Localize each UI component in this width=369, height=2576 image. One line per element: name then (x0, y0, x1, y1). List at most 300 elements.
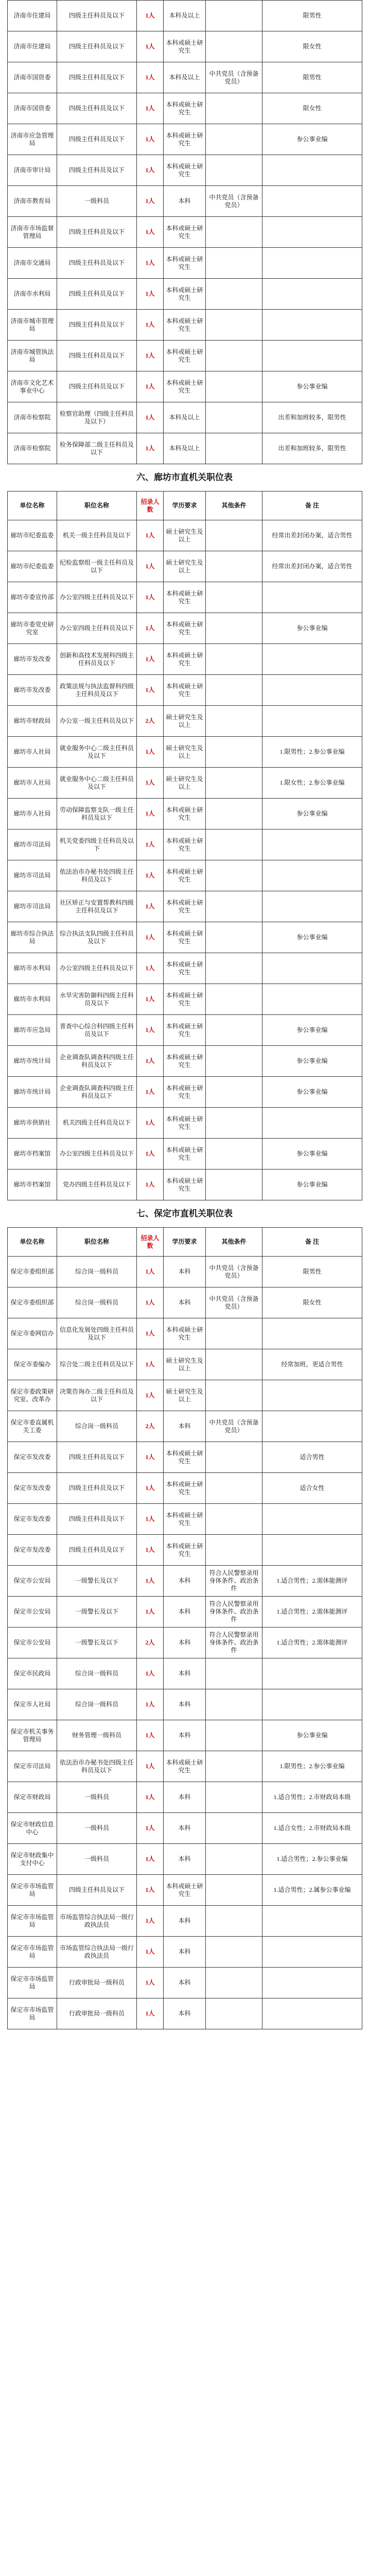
position-name: 办公室四级主任科员及以下 (57, 953, 137, 984)
hire-count: 1人 (137, 799, 164, 829)
unit-name: 保定市发改委 (8, 1535, 57, 1566)
remarks (262, 1318, 362, 1349)
unit-name: 廊坊市档案馆 (8, 1139, 57, 1170)
position-name: 机关四级主任科员及以下 (57, 1108, 137, 1139)
table-row (8, 582, 362, 613)
position-name: 四级主任科员及以下 (57, 310, 137, 341)
table-row (8, 860, 362, 891)
unit-name: 济南市水利局 (8, 279, 57, 310)
education: 本科或硕士研究生 (164, 1504, 206, 1535)
table-row (8, 1257, 362, 1287)
unit-name: 保定市发改委 (8, 1473, 57, 1504)
unit-name: 保定市市场监管局 (8, 1875, 57, 1906)
remarks: 1.适合男性；2.需体能测评 (262, 1628, 362, 1658)
position-name: 四级主任科员及以下 (57, 279, 137, 310)
other-conditions (206, 1968, 262, 1998)
remarks (262, 1504, 362, 1535)
header-remarks: 备 注 (262, 1228, 362, 1257)
table-row (8, 829, 362, 860)
hire-count: 1人 (137, 1566, 164, 1597)
table-row (8, 737, 362, 768)
other-conditions (206, 1139, 262, 1170)
education: 本科或硕士研究生 (164, 1046, 206, 1077)
other-conditions (206, 737, 262, 768)
section2-body (8, 520, 362, 1200)
table-row (8, 1658, 362, 1689)
table-row (8, 706, 362, 737)
education: 硕士研究生及以上 (164, 551, 206, 582)
header-position: 职位名称 (57, 1228, 137, 1257)
education: 本科或硕士研究生 (164, 922, 206, 953)
unit-name: 保定市司法局 (8, 1751, 57, 1782)
education: 本科 (164, 1998, 206, 2029)
position-name: 企业调查队调查科四级主任科员及以下 (57, 1077, 137, 1108)
other-conditions: 符合人民警察录用身体条件、政治条件 (206, 1597, 262, 1628)
education: 本科或硕士研究生 (164, 582, 206, 613)
unit-name: 保定市财政集中支付中心 (8, 1844, 57, 1875)
other-conditions (206, 1442, 262, 1473)
education: 硕士研究生及以上 (164, 706, 206, 737)
table-row (8, 520, 362, 551)
other-conditions (206, 1689, 262, 1720)
position-name: 综合岗一级科员 (57, 1411, 137, 1442)
other-conditions (206, 829, 262, 860)
remarks (262, 341, 362, 371)
position-name: 就业服务中心二级主任科员及以下 (57, 768, 137, 799)
education: 本科 (164, 1411, 206, 1442)
education: 本科 (164, 1937, 206, 1968)
position-name: 社区矫正与安置帮教科四级主任科员及以下 (57, 891, 137, 922)
remarks: 参公事业编 (262, 1077, 362, 1108)
table-row (8, 922, 362, 953)
education: 本科或硕士研究生 (164, 675, 206, 706)
hire-count: 1人 (137, 217, 164, 248)
other-conditions (206, 1937, 262, 1968)
education: 本科或硕士研究生 (164, 1751, 206, 1782)
unit-name: 保定市市场监管局 (8, 1937, 57, 1968)
other-conditions (206, 217, 262, 248)
position-name: 检察官助理（四级主任科员及以下） (57, 402, 137, 433)
unit-name: 保定市发改委 (8, 1504, 57, 1535)
remarks (262, 675, 362, 706)
unit-name: 廊坊市水利局 (8, 953, 57, 984)
other-conditions (206, 1504, 262, 1535)
education: 本科或硕士研究生 (164, 799, 206, 829)
table-row (8, 93, 362, 124)
header-count: 招录人数 (137, 492, 164, 520)
education: 本科 (164, 1658, 206, 1689)
hire-count: 1人 (137, 279, 164, 310)
other-conditions (206, 1349, 262, 1380)
unit-name: 廊坊市司法局 (8, 829, 57, 860)
table-row (8, 371, 362, 402)
unit-name: 济南市教育局 (8, 186, 57, 217)
unit-name: 保定市市场监管局 (8, 1906, 57, 1937)
remarks: 参公事业编 (262, 1015, 362, 1046)
remarks: 1.适合男性；2.市财政局本级 (262, 1782, 362, 1813)
other-conditions (206, 953, 262, 984)
hire-count: 1人 (137, 737, 164, 768)
other-conditions (206, 1658, 262, 1689)
position-name: 市场监管综合执法局一级行政执法员 (57, 1937, 137, 1968)
hire-count: 1人 (137, 186, 164, 217)
other-conditions (206, 1108, 262, 1139)
unit-name: 保定市委组织部 (8, 1287, 57, 1318)
other-conditions (206, 644, 262, 675)
table-row (8, 1844, 362, 1875)
position-name: 四级主任科员及以下 (57, 1535, 137, 1566)
table-row (8, 1689, 362, 1720)
hire-count: 1人 (137, 402, 164, 433)
hire-count: 1人 (137, 1046, 164, 1077)
position-name: 政策法规与执法监督科四级主任科员及以下 (57, 675, 137, 706)
section3-body (8, 1257, 362, 2029)
position-name: 办公室四级主任科员及以下 (57, 613, 137, 644)
unit-name: 济南市交通局 (8, 248, 57, 279)
other-conditions (206, 1473, 262, 1504)
remarks: 经常加班，更适合男性 (262, 1349, 362, 1380)
education: 本科或硕士研究生 (164, 1442, 206, 1473)
other-conditions: 中共党员（含预备党员） (206, 1287, 262, 1318)
unit-name: 济南市住建局 (8, 31, 57, 62)
unit-name: 保定市人社局 (8, 1689, 57, 1720)
hire-count: 1人 (137, 1597, 164, 1628)
unit-name: 廊坊市人社局 (8, 799, 57, 829)
remarks: 参公事业编 (262, 1046, 362, 1077)
remarks (262, 1998, 362, 2029)
other-conditions: 符合人民警察录用身体条件、政治条件 (206, 1566, 262, 1597)
education: 本科 (164, 1720, 206, 1751)
table-row (8, 1442, 362, 1473)
other-conditions (206, 1, 262, 31)
header-education: 学历要求 (164, 492, 206, 520)
unit-name: 济南市审计局 (8, 155, 57, 186)
unit-name: 廊坊市纪委监委 (8, 551, 57, 582)
education: 本科及以上 (164, 402, 206, 433)
position-name: 综合岗一级科员 (57, 1287, 137, 1318)
education: 本科或硕士研究生 (164, 829, 206, 860)
unit-name: 廊坊市委宣传部 (8, 582, 57, 613)
remarks: 适合女性 (262, 1473, 362, 1504)
remarks (262, 1658, 362, 1689)
other-conditions (206, 1015, 262, 1046)
table-row (8, 186, 362, 217)
remarks: 限男性 (262, 1257, 362, 1287)
remarks: 1.限女性；2.参公事业编 (262, 768, 362, 799)
remarks (262, 1689, 362, 1720)
remarks (262, 1380, 362, 1411)
unit-name: 济南市国资委 (8, 93, 57, 124)
other-conditions (206, 155, 262, 186)
remarks (262, 1108, 362, 1139)
position-name: 党办四级主任科员及以下 (57, 1170, 137, 1200)
hire-count: 1人 (137, 1473, 164, 1504)
education: 本科 (164, 1257, 206, 1287)
table-row (8, 953, 362, 984)
other-conditions (206, 860, 262, 891)
other-conditions (206, 1318, 262, 1349)
position-name: 劳动保障监察支队一级主任科员及以下 (57, 799, 137, 829)
position-name: 四级主任科员及以下 (57, 1473, 137, 1504)
header-conditions: 其他条件 (206, 1228, 262, 1257)
hire-count: 1人 (137, 644, 164, 675)
unit-name: 保定市公安局 (8, 1628, 57, 1658)
hire-count: 1人 (137, 155, 164, 186)
position-name: 四级主任科员及以下 (57, 371, 137, 402)
education: 本科或硕士研究生 (164, 860, 206, 891)
remarks (262, 891, 362, 922)
table-row (8, 1535, 362, 1566)
unit-name: 济南市国资委 (8, 62, 57, 93)
unit-name: 廊坊市应急局 (8, 1015, 57, 1046)
section3-table (7, 1227, 362, 2029)
hire-count: 1人 (137, 93, 164, 124)
table-row (8, 799, 362, 829)
other-conditions (206, 1535, 262, 1566)
position-name: 四级主任科员及以下 (57, 1, 137, 31)
table-row (8, 1566, 362, 1597)
section1-body (8, 1, 362, 464)
unit-name: 保定市财政信息中心 (8, 1813, 57, 1844)
table-row (8, 279, 362, 310)
education: 本科或硕士研究生 (164, 953, 206, 984)
other-conditions (206, 799, 262, 829)
hire-count: 1人 (137, 1108, 164, 1139)
position-name: 一级科员 (57, 1844, 137, 1875)
unit-name: 保定市民政局 (8, 1658, 57, 1689)
other-conditions: 中共党员（含预备党员） (206, 1257, 262, 1287)
education: 本科或硕士研究生 (164, 1015, 206, 1046)
header-unit: 单位名称 (8, 492, 57, 520)
unit-name: 廊坊市综合执法局 (8, 922, 57, 953)
hire-count: 1人 (137, 891, 164, 922)
remarks (262, 984, 362, 1015)
hire-count: 1人 (137, 1875, 164, 1906)
other-conditions (206, 279, 262, 310)
unit-name: 济南市住建局 (8, 1, 57, 31)
table-row (8, 1937, 362, 1968)
education: 本科 (164, 1844, 206, 1875)
table-row (8, 62, 362, 93)
position-name: 一级科员 (57, 186, 137, 217)
other-conditions: 中共党员（含预备党员） (206, 1411, 262, 1442)
unit-name: 保定市委编办 (8, 1349, 57, 1380)
hire-count: 1人 (137, 1, 164, 31)
remarks: 参公事业编 (262, 371, 362, 402)
table-row (8, 248, 362, 279)
education: 本科 (164, 1968, 206, 1998)
remarks: 1.适合女性；2.市财政局本级 (262, 1813, 362, 1844)
position-name: 一级科员 (57, 1782, 137, 1813)
header-remarks: 备 注 (262, 492, 362, 520)
table-row (8, 1287, 362, 1318)
other-conditions (206, 93, 262, 124)
hire-count: 1人 (137, 1077, 164, 1108)
position-name: 企业调查队调查科四级主任科员及以下 (57, 1046, 137, 1077)
education: 本科或硕士研究生 (164, 124, 206, 155)
other-conditions (206, 1046, 262, 1077)
other-conditions (206, 310, 262, 341)
position-name: 机关党委四级主任科员及以下 (57, 829, 137, 860)
header-education: 学历要求 (164, 1228, 206, 1257)
remarks: 参公事业编 (262, 1139, 362, 1170)
remarks (262, 1535, 362, 1566)
unit-name: 保定市委组织部 (8, 1257, 57, 1287)
hire-count: 1人 (137, 1720, 164, 1751)
position-name: 办公室四级主任科员及以下 (57, 1139, 137, 1170)
hire-count: 1人 (137, 922, 164, 953)
other-conditions (206, 613, 262, 644)
hire-count: 1人 (137, 1380, 164, 1411)
hire-count: 1人 (137, 1170, 164, 1200)
table-row (8, 402, 362, 433)
table-row (8, 1875, 362, 1906)
hire-count: 1人 (137, 62, 164, 93)
table-row (8, 1139, 362, 1170)
unit-name: 廊坊市统计局 (8, 1046, 57, 1077)
other-conditions (206, 248, 262, 279)
position-name: 四级主任科员及以下 (57, 341, 137, 371)
remarks: 参公事业编 (262, 613, 362, 644)
other-conditions (206, 1906, 262, 1937)
table-row (8, 1108, 362, 1139)
hire-count: 1人 (137, 984, 164, 1015)
hire-count: 1人 (137, 613, 164, 644)
remarks: 限男性 (262, 62, 362, 93)
table-row (8, 1170, 362, 1200)
table-row (8, 1813, 362, 1844)
education: 本科或硕士研究生 (164, 1473, 206, 1504)
remarks (262, 248, 362, 279)
education: 硕士研究生及以上 (164, 520, 206, 551)
education: 本科或硕士研究生 (164, 31, 206, 62)
table-row (8, 675, 362, 706)
table-row (8, 768, 362, 799)
position-name: 综合岗一级科员 (57, 1658, 137, 1689)
other-conditions (206, 1170, 262, 1200)
position-name: 综合执法支队四级主任科员及以下 (57, 922, 137, 953)
unit-name: 保定市机关事务管理局 (8, 1720, 57, 1751)
other-conditions (206, 1380, 262, 1411)
remarks (262, 829, 362, 860)
unit-name: 廊坊市人社局 (8, 768, 57, 799)
remarks: 限男性 (262, 1, 362, 31)
unit-name: 廊坊市司法局 (8, 891, 57, 922)
unit-name: 济南市检察院 (8, 433, 57, 464)
position-name: 行政审批局一级科员 (57, 1998, 137, 2029)
table-row (8, 644, 362, 675)
unit-name: 济南市城管执法局 (8, 341, 57, 371)
position-name: 决策咨询办二级主任科员及以下 (57, 1380, 137, 1411)
position-name: 综合岗一级科员 (57, 1689, 137, 1720)
remarks: 参公事业编 (262, 1720, 362, 1751)
remarks: 1.限男性；2.参公事业编 (262, 1751, 362, 1782)
education: 本科或硕士研究生 (164, 248, 206, 279)
other-conditions (206, 1998, 262, 2029)
remarks: 出差和加班较多，限男性 (262, 433, 362, 464)
education: 本科或硕士研究生 (164, 93, 206, 124)
education: 本科或硕士研究生 (164, 644, 206, 675)
position-name: 水旱灾害防御科四级主任科员及以下 (57, 984, 137, 1015)
remarks (262, 706, 362, 737)
unit-name: 廊坊市司法局 (8, 860, 57, 891)
education: 本科或硕士研究生 (164, 1875, 206, 1906)
position-name: 四级主任科员及以下 (57, 93, 137, 124)
other-conditions (206, 341, 262, 371)
unit-name: 济南市城市管理局 (8, 310, 57, 341)
remarks (262, 155, 362, 186)
hire-count: 1人 (137, 1998, 164, 2029)
header-position: 职位名称 (57, 492, 137, 520)
position-name: 依法治市办秘书处四级主任科员及以下 (57, 860, 137, 891)
hire-count: 1人 (137, 310, 164, 341)
unit-name: 保定市委政策研究室、改革办 (8, 1380, 57, 1411)
unit-name: 保定市委直属机关工委 (8, 1411, 57, 1442)
header-conditions: 其他条件 (206, 492, 262, 520)
table-row (8, 124, 362, 155)
remarks (262, 582, 362, 613)
hire-count: 2人 (137, 706, 164, 737)
other-conditions (206, 706, 262, 737)
position-name: 四级主任科员及以下 (57, 1442, 137, 1473)
unit-name: 保定市财政局 (8, 1782, 57, 1813)
other-conditions: 中共党员（含预备党员） (206, 62, 262, 93)
other-conditions (206, 433, 262, 464)
hire-count: 1人 (137, 1257, 164, 1287)
other-conditions (206, 124, 262, 155)
remarks: 经常出差封闭办案，适合男性 (262, 520, 362, 551)
remarks (262, 186, 362, 217)
table-row (8, 31, 362, 62)
table-row (8, 551, 362, 582)
position-name: 四级主任科员及以下 (57, 217, 137, 248)
other-conditions (206, 1782, 262, 1813)
hire-count: 1人 (137, 1139, 164, 1170)
position-name: 综合处二级主任科员及以下 (57, 1349, 137, 1380)
education: 本科 (164, 1597, 206, 1628)
education: 本科 (164, 1566, 206, 1597)
remarks: 1.适合男性；2.参公事业编 (262, 1844, 362, 1875)
unit-name: 廊坊市委党史研究室 (8, 613, 57, 644)
position-name: 一级警长及以下 (57, 1628, 137, 1658)
unit-name: 保定市发改委 (8, 1442, 57, 1473)
education: 本科或硕士研究生 (164, 341, 206, 371)
remarks: 出差和加班较多，限男性 (262, 402, 362, 433)
position-name: 财务管理一级科员 (57, 1720, 137, 1751)
hire-count: 1人 (137, 829, 164, 860)
education: 本科或硕士研究生 (164, 1170, 206, 1200)
unit-name: 廊坊市供销社 (8, 1108, 57, 1139)
remarks: 参公事业编 (262, 799, 362, 829)
remarks: 经常出差封闭办案，适合男性 (262, 551, 362, 582)
education: 本科及以上 (164, 1, 206, 31)
hire-count: 1人 (137, 1844, 164, 1875)
other-conditions (206, 520, 262, 551)
unit-name: 廊坊市财政局 (8, 706, 57, 737)
hire-count: 1人 (137, 1751, 164, 1782)
position-name: 办公室四级主任科员及以下 (57, 582, 137, 613)
education: 本科或硕士研究生 (164, 1139, 206, 1170)
position-name: 四级主任科员及以下 (57, 155, 137, 186)
other-conditions (206, 1875, 262, 1906)
other-conditions (206, 984, 262, 1015)
education: 本科或硕士研究生 (164, 613, 206, 644)
hire-count: 1人 (137, 1535, 164, 1566)
hire-count: 1人 (137, 582, 164, 613)
table-row (8, 1751, 362, 1782)
position-name: 一级警长及以下 (57, 1597, 137, 1628)
education: 本科或硕士研究生 (164, 1535, 206, 1566)
